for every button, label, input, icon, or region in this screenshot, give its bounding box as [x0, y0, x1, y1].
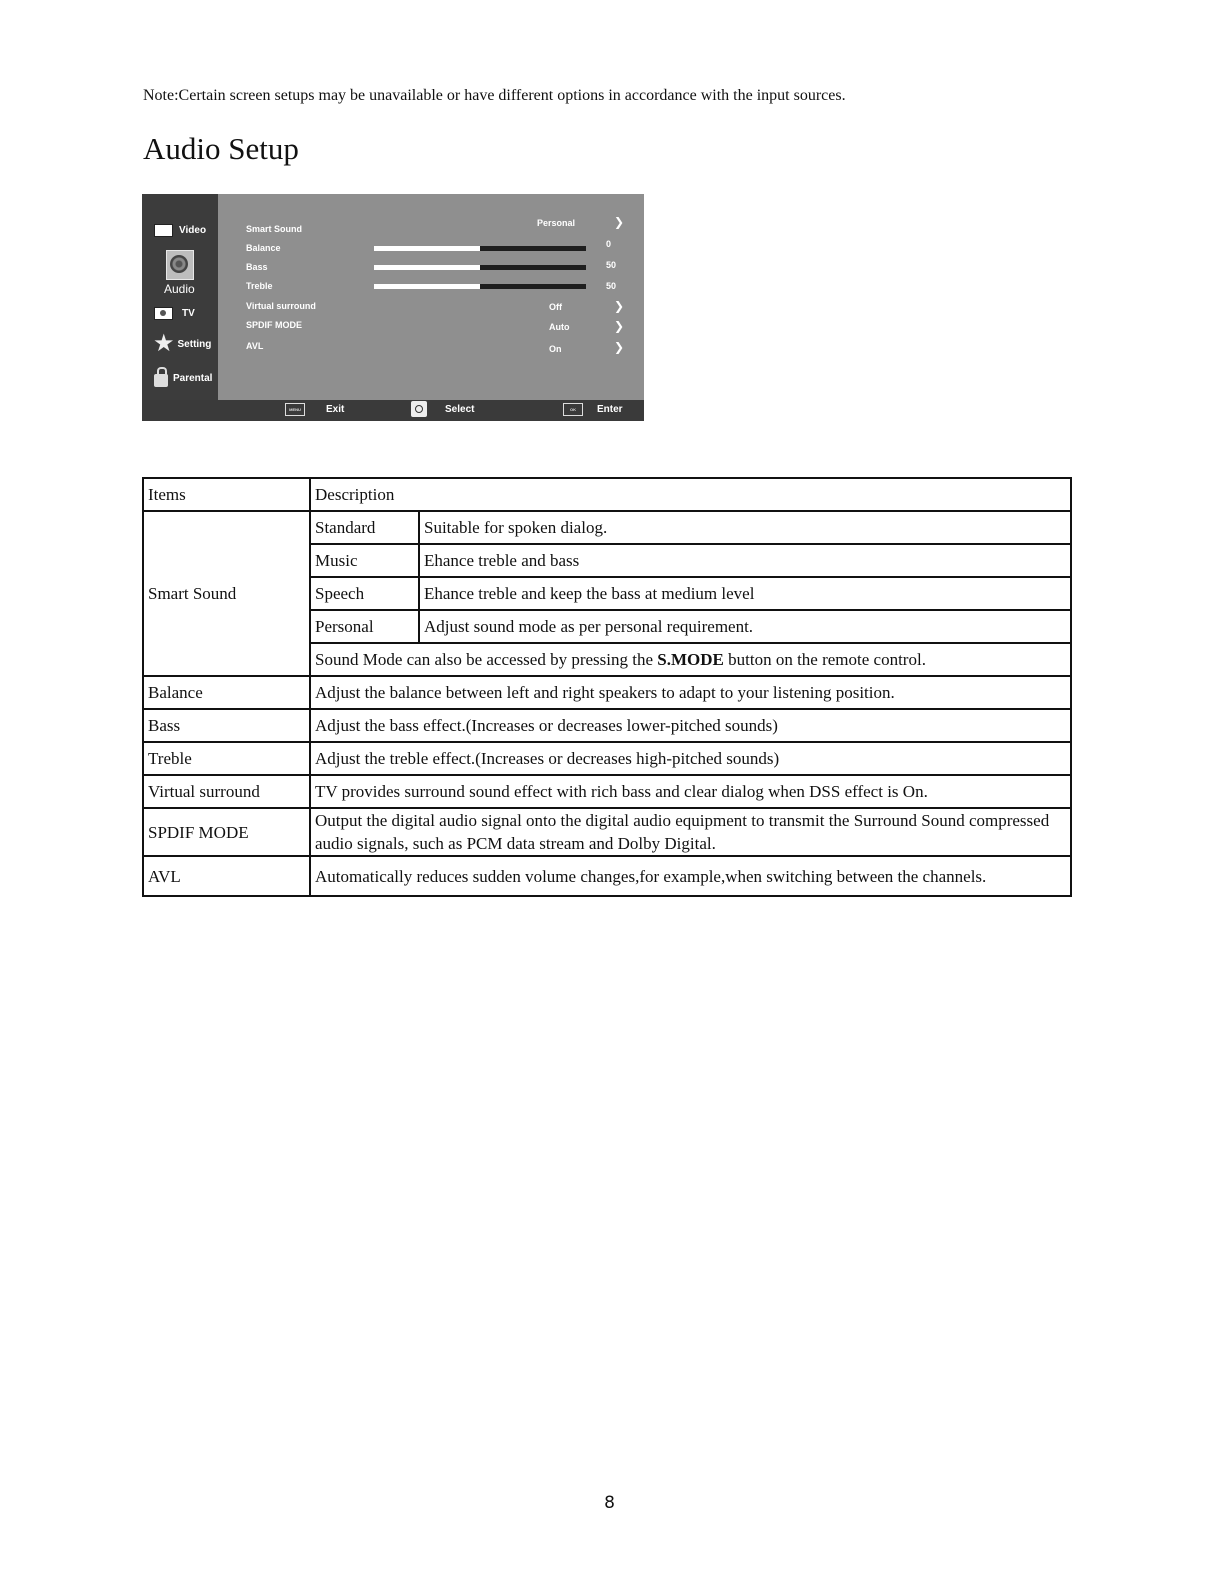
chevron-right-icon[interactable]: ❯ — [614, 299, 625, 313]
balance-value: 0 — [606, 239, 612, 249]
sidebar-item-setting[interactable] — [153, 330, 212, 357]
slider-fill — [374, 265, 480, 270]
smode-key-name: S.MODE — [657, 650, 724, 669]
enter-label: Enter — [597, 404, 623, 415]
note-text-after: button on the remote control. — [723, 650, 926, 669]
mode-name: Speech — [310, 577, 419, 610]
note-text: Note:Certain screen setups may be unavailable or have different options in accordance with the input sources. — [143, 87, 846, 104]
menu-key-icon: MENU — [285, 403, 305, 416]
osd-menu-screenshot — [142, 194, 644, 421]
table-header-row — [143, 478, 1071, 511]
mode-name: Music — [310, 544, 419, 577]
page-title: Audio Setup — [143, 131, 299, 166]
slider-fill — [374, 284, 480, 289]
osd-row-treble-label[interactable]: Treble — [246, 281, 273, 291]
dpad-icon — [411, 401, 427, 417]
osd-footer — [142, 400, 644, 421]
osd-row-balance-label[interactable]: Balance — [246, 243, 281, 253]
sidebar-item-audio[interactable]: Audio — [164, 282, 195, 296]
sidebar-item-label: TV — [182, 308, 195, 319]
item-description: Output the digital audio signal onto the digital audio equipment to transmit the Surround Sound compressed audio signals, such as PCM data stream and Dolby Digital. — [310, 808, 1071, 856]
slider-fill — [374, 246, 480, 251]
treble-slider[interactable] — [374, 284, 586, 289]
lock-icon — [154, 374, 168, 387]
chevron-right-icon[interactable]: ❯ — [614, 215, 625, 229]
osd-smart-sound-value: Personal — [537, 218, 576, 228]
smart-sound-item: Smart Sound — [143, 511, 310, 676]
enter-hint[interactable] — [563, 403, 623, 416]
mode-description: Adjust sound mode as per personal requirement. — [419, 610, 1071, 643]
osd-sidebar — [142, 194, 218, 400]
avl-value: On — [549, 344, 562, 354]
mode-description: Suitable for spoken dialog. — [419, 511, 1071, 544]
chevron-right-icon[interactable]: ❯ — [614, 340, 625, 354]
item-name: Virtual surround — [143, 775, 310, 808]
star-icon: ★ — [153, 330, 175, 357]
item-description: Adjust the treble effect.(Increases or decreases high-pitched sounds) — [310, 742, 1071, 775]
table-row — [143, 775, 1071, 808]
bass-value: 50 — [606, 260, 617, 270]
tv-icon — [154, 307, 173, 320]
osd-row-bass-label[interactable]: Bass — [246, 262, 268, 272]
item-name: SPDIF MODE — [143, 808, 310, 856]
bass-slider[interactable] — [374, 265, 586, 270]
ok-key-icon: OK — [563, 403, 583, 416]
speaker-icon — [166, 250, 194, 280]
audio-description-table — [142, 477, 1072, 897]
table-row — [143, 856, 1071, 896]
osd-row-avl-label[interactable]: AVL — [246, 341, 264, 351]
item-name: Treble — [143, 742, 310, 775]
virtual-surround-value: Off — [549, 302, 562, 312]
exit-label: Exit — [326, 404, 345, 415]
table-row — [143, 742, 1071, 775]
mode-description: Ehance treble and keep the bass at medium level — [419, 577, 1071, 610]
sidebar-item-label: Setting — [177, 338, 212, 350]
table-row — [143, 511, 1071, 544]
spdif-mode-value: Auto — [549, 322, 570, 332]
chevron-right-icon[interactable]: ❯ — [614, 319, 625, 333]
item-description: Automatically reduces sudden volume changes,for example,when switching between the channels. — [310, 856, 1071, 896]
sidebar-item-video[interactable] — [154, 224, 206, 237]
sidebar-item-tv[interactable] — [154, 307, 195, 320]
mode-description: Ehance treble and bass — [419, 544, 1071, 577]
exit-hint[interactable] — [285, 403, 344, 416]
item-name: Balance — [143, 676, 310, 709]
video-icon — [154, 224, 173, 237]
page-number: 8 — [604, 1493, 615, 1513]
item-name: Bass — [143, 709, 310, 742]
item-description: Adjust the bass effect.(Increases or decreases lower-pitched sounds) — [310, 709, 1071, 742]
osd-row-smart-sound-label[interactable]: Smart Sound — [246, 224, 303, 234]
sidebar-item-parental[interactable] — [154, 369, 212, 387]
table-row — [143, 808, 1071, 856]
select-hint[interactable] — [411, 401, 474, 417]
table-row — [143, 676, 1071, 709]
item-description: Adjust the balance between left and right speakers to adapt to your listening position. — [310, 676, 1071, 709]
osd-row-virtual-surround-label[interactable]: Virtual surround — [246, 301, 316, 311]
sidebar-item-label: Video — [179, 225, 207, 236]
treble-value: 50 — [606, 281, 617, 291]
osd-row-spdif-mode-label[interactable]: SPDIF MODE — [246, 320, 303, 330]
item-name: AVL — [143, 856, 310, 896]
header-items: Items — [143, 478, 310, 511]
balance-slider[interactable] — [374, 246, 586, 251]
sidebar-item-label: Parental — [173, 372, 213, 384]
header-description: Description — [310, 478, 1071, 511]
item-description: TV provides surround sound effect with rich bass and clear dialog when DSS effect is On. — [310, 775, 1071, 808]
table-row — [143, 709, 1071, 742]
mode-name: Standard — [310, 511, 419, 544]
smart-sound-note — [310, 643, 1071, 676]
mode-name: Personal — [310, 610, 419, 643]
select-label: Select — [445, 403, 475, 415]
note-text-before: Sound Mode can also be accessed by pressing the — [315, 650, 658, 669]
